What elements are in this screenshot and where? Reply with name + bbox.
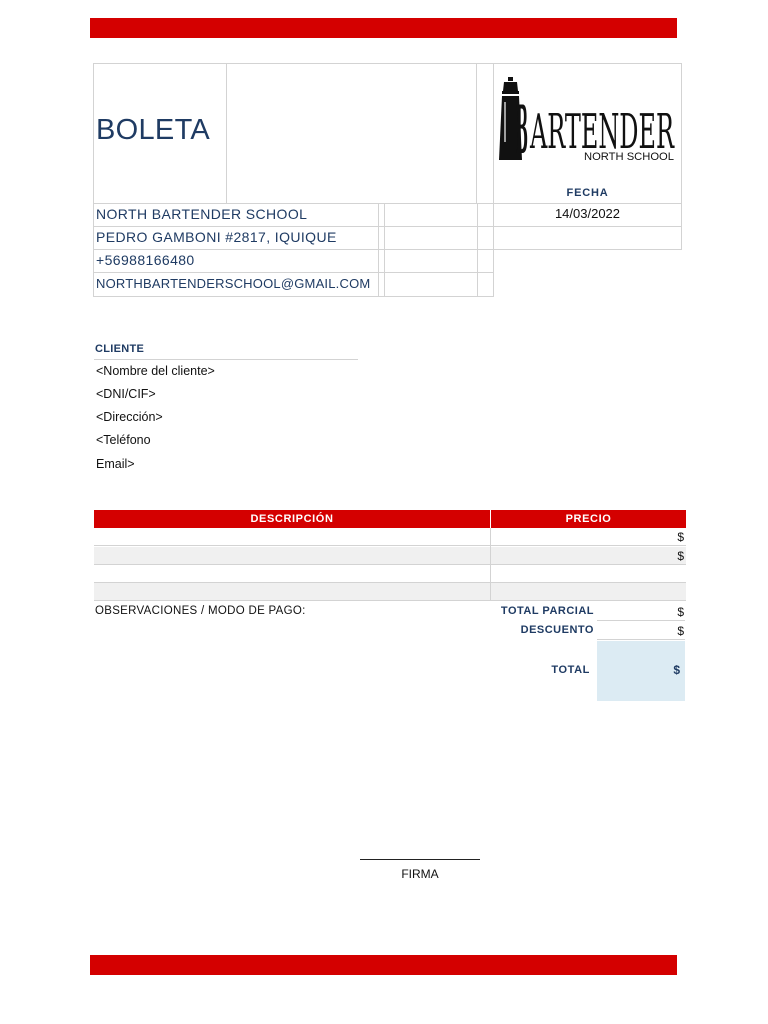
subtotal-value: $ [677,605,684,619]
signature-label: FIRMA [401,867,439,881]
observations-label: OBSERVACIONES / MODO DE PAGO: [95,605,306,617]
date-label: FECHA [566,187,609,199]
client-divider [94,359,358,360]
total-label: TOTAL [551,664,590,676]
top-red-bar [90,18,677,38]
client-name-field: <Nombre del cliente> [96,364,215,378]
company-email: NORTHBARTENDERSCHOOL@GMAIL.COM [96,276,371,291]
client-phone-field: <Teléfono [96,433,151,447]
company-phone: +56988166480 [96,252,195,268]
table-column-divider [490,528,491,601]
client-email-field: Email> [96,457,135,471]
client-address-field: <Dirección> [96,410,163,424]
subtotal-label: TOTAL PARCIAL [500,605,594,617]
bottom-red-bar [90,955,677,975]
table-row [94,565,686,583]
client-id-field: <DNI/CIF> [96,387,156,401]
table-row [94,547,686,565]
description-header: DESCRIPCIÓN [94,510,490,528]
logo-subtitle: NORTH SCHOOL [584,151,674,163]
price-header: PRECIO [491,510,686,528]
client-label: CLIENTE [95,343,145,355]
row-price: $ [677,530,684,544]
logo-letter-b: B [516,91,528,166]
bartender-logo [496,74,676,166]
row-price: $ [677,549,684,563]
discount-value: $ [677,624,684,638]
date-value: 14/03/2022 [554,206,621,221]
table-row [94,528,686,546]
table-row [94,583,686,601]
company-name: NORTH BARTENDER SCHOOL [96,206,308,222]
logo-wordmark: ARTENDER [529,104,675,160]
signature-line [360,859,480,860]
document-title: BOLETA [96,114,211,146]
total-value: $ [673,663,680,677]
company-address: PEDRO GAMBONI #2817, IQUIQUE [96,229,337,245]
discount-label: DESCUENTO [520,624,594,636]
